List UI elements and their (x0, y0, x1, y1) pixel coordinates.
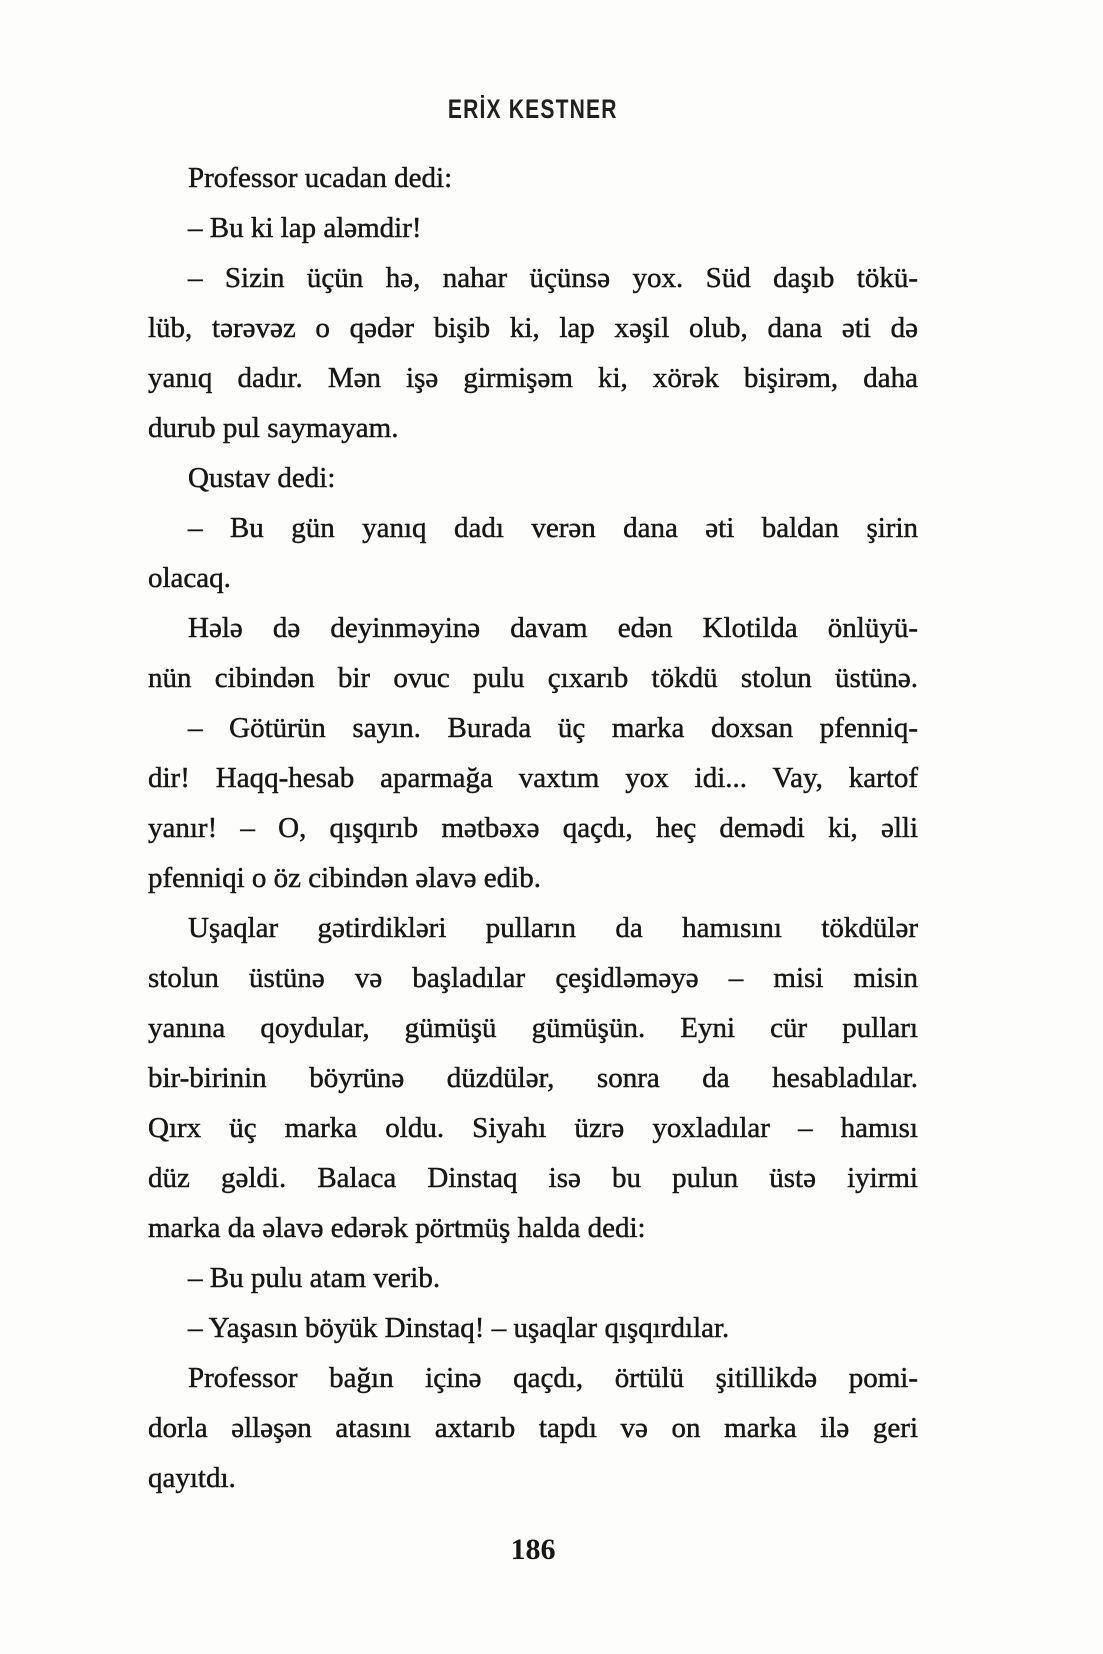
text-line: – Götürün sayın. Burada üç marka doxsan pfenniq- (188, 712, 918, 744)
text-line: pfenniqi o öz cibindən əlavə edib. (148, 862, 541, 894)
text-line: yanıq dadır. Mən işə girmişəm ki, xörək bişirəm, daha (148, 362, 918, 394)
text-line: qayıtdı. (148, 1462, 236, 1494)
text-line: lüb, tərəvəz o qədər bişib ki, lap xəşil olub, dana əti də (148, 312, 918, 344)
text-line: dir! Haqq-hesab aparmağa vaxtım yox idi... Vay, kartof (148, 762, 918, 794)
text-line: olacaq. (148, 562, 231, 594)
text-line: yanır! – O, qışqırıb mətbəxə qaçdı, heç demədi ki, əlli (148, 812, 918, 844)
text-line: dorla əlləşən atasını axtarıb tapdı və on marka ilə geri (148, 1412, 918, 1444)
text-line: – Yaşasın böyük Dinstaq! – uşaqlar qışqırdılar. (188, 1312, 730, 1344)
text-line: düz gəldi. Balaca Dinstaq isə bu pulun üstə iyirmi (148, 1162, 918, 1194)
text-line: Qırx üç marka oldu. Siyahı üzrə yoxladılar – hamısı (148, 1112, 918, 1144)
text-line: Professor ucadan dedi: (188, 162, 453, 194)
body-text (148, 153, 918, 1503)
text-line: Hələ də deyinməyinə davam edən Klotilda önlüyü- (188, 612, 918, 644)
text-line: stolun üstünə və başladılar çeşidləməyə – misi misin (148, 962, 918, 994)
text-line: durub pul saymayam. (148, 412, 399, 444)
text-line: Professor bağın içinə qaçdı, örtülü şitillikdə pomi- (188, 1362, 918, 1394)
text-line: – Bu pulu atam verib. (188, 1262, 441, 1294)
text-line: – Bu ki lap aləmdir! (188, 212, 422, 244)
text-line: – Bu gün yanıq dadı verən dana əti baldan şirin (188, 512, 918, 544)
running-header-text: ERİX KESTNER (448, 94, 618, 124)
text-line: marka da əlavə edərək pörtmüş halda dedi: (148, 1212, 646, 1244)
text-line: nün cibindən bir ovuc pulu çıxarıb tökdü stolun üstünə. (148, 662, 918, 694)
page-number: 186 (510, 1533, 556, 1566)
text-line: – Sizin üçün hə, nahar üçünsə yox. Süd daşıb tökü- (188, 262, 918, 294)
text-line: yanına qoydular, gümüşü gümüşün. Eyni cür pulları (148, 1012, 918, 1044)
text-line: Uşaqlar gətirdikləri pulların da hamısını tökdülər (188, 912, 918, 944)
text-line: Qustav dedi: (188, 462, 336, 494)
running-header (148, 93, 918, 125)
text-line: bir-birinin böyrünə düzdülər, sonra da hesabladılar. (148, 1062, 918, 1094)
